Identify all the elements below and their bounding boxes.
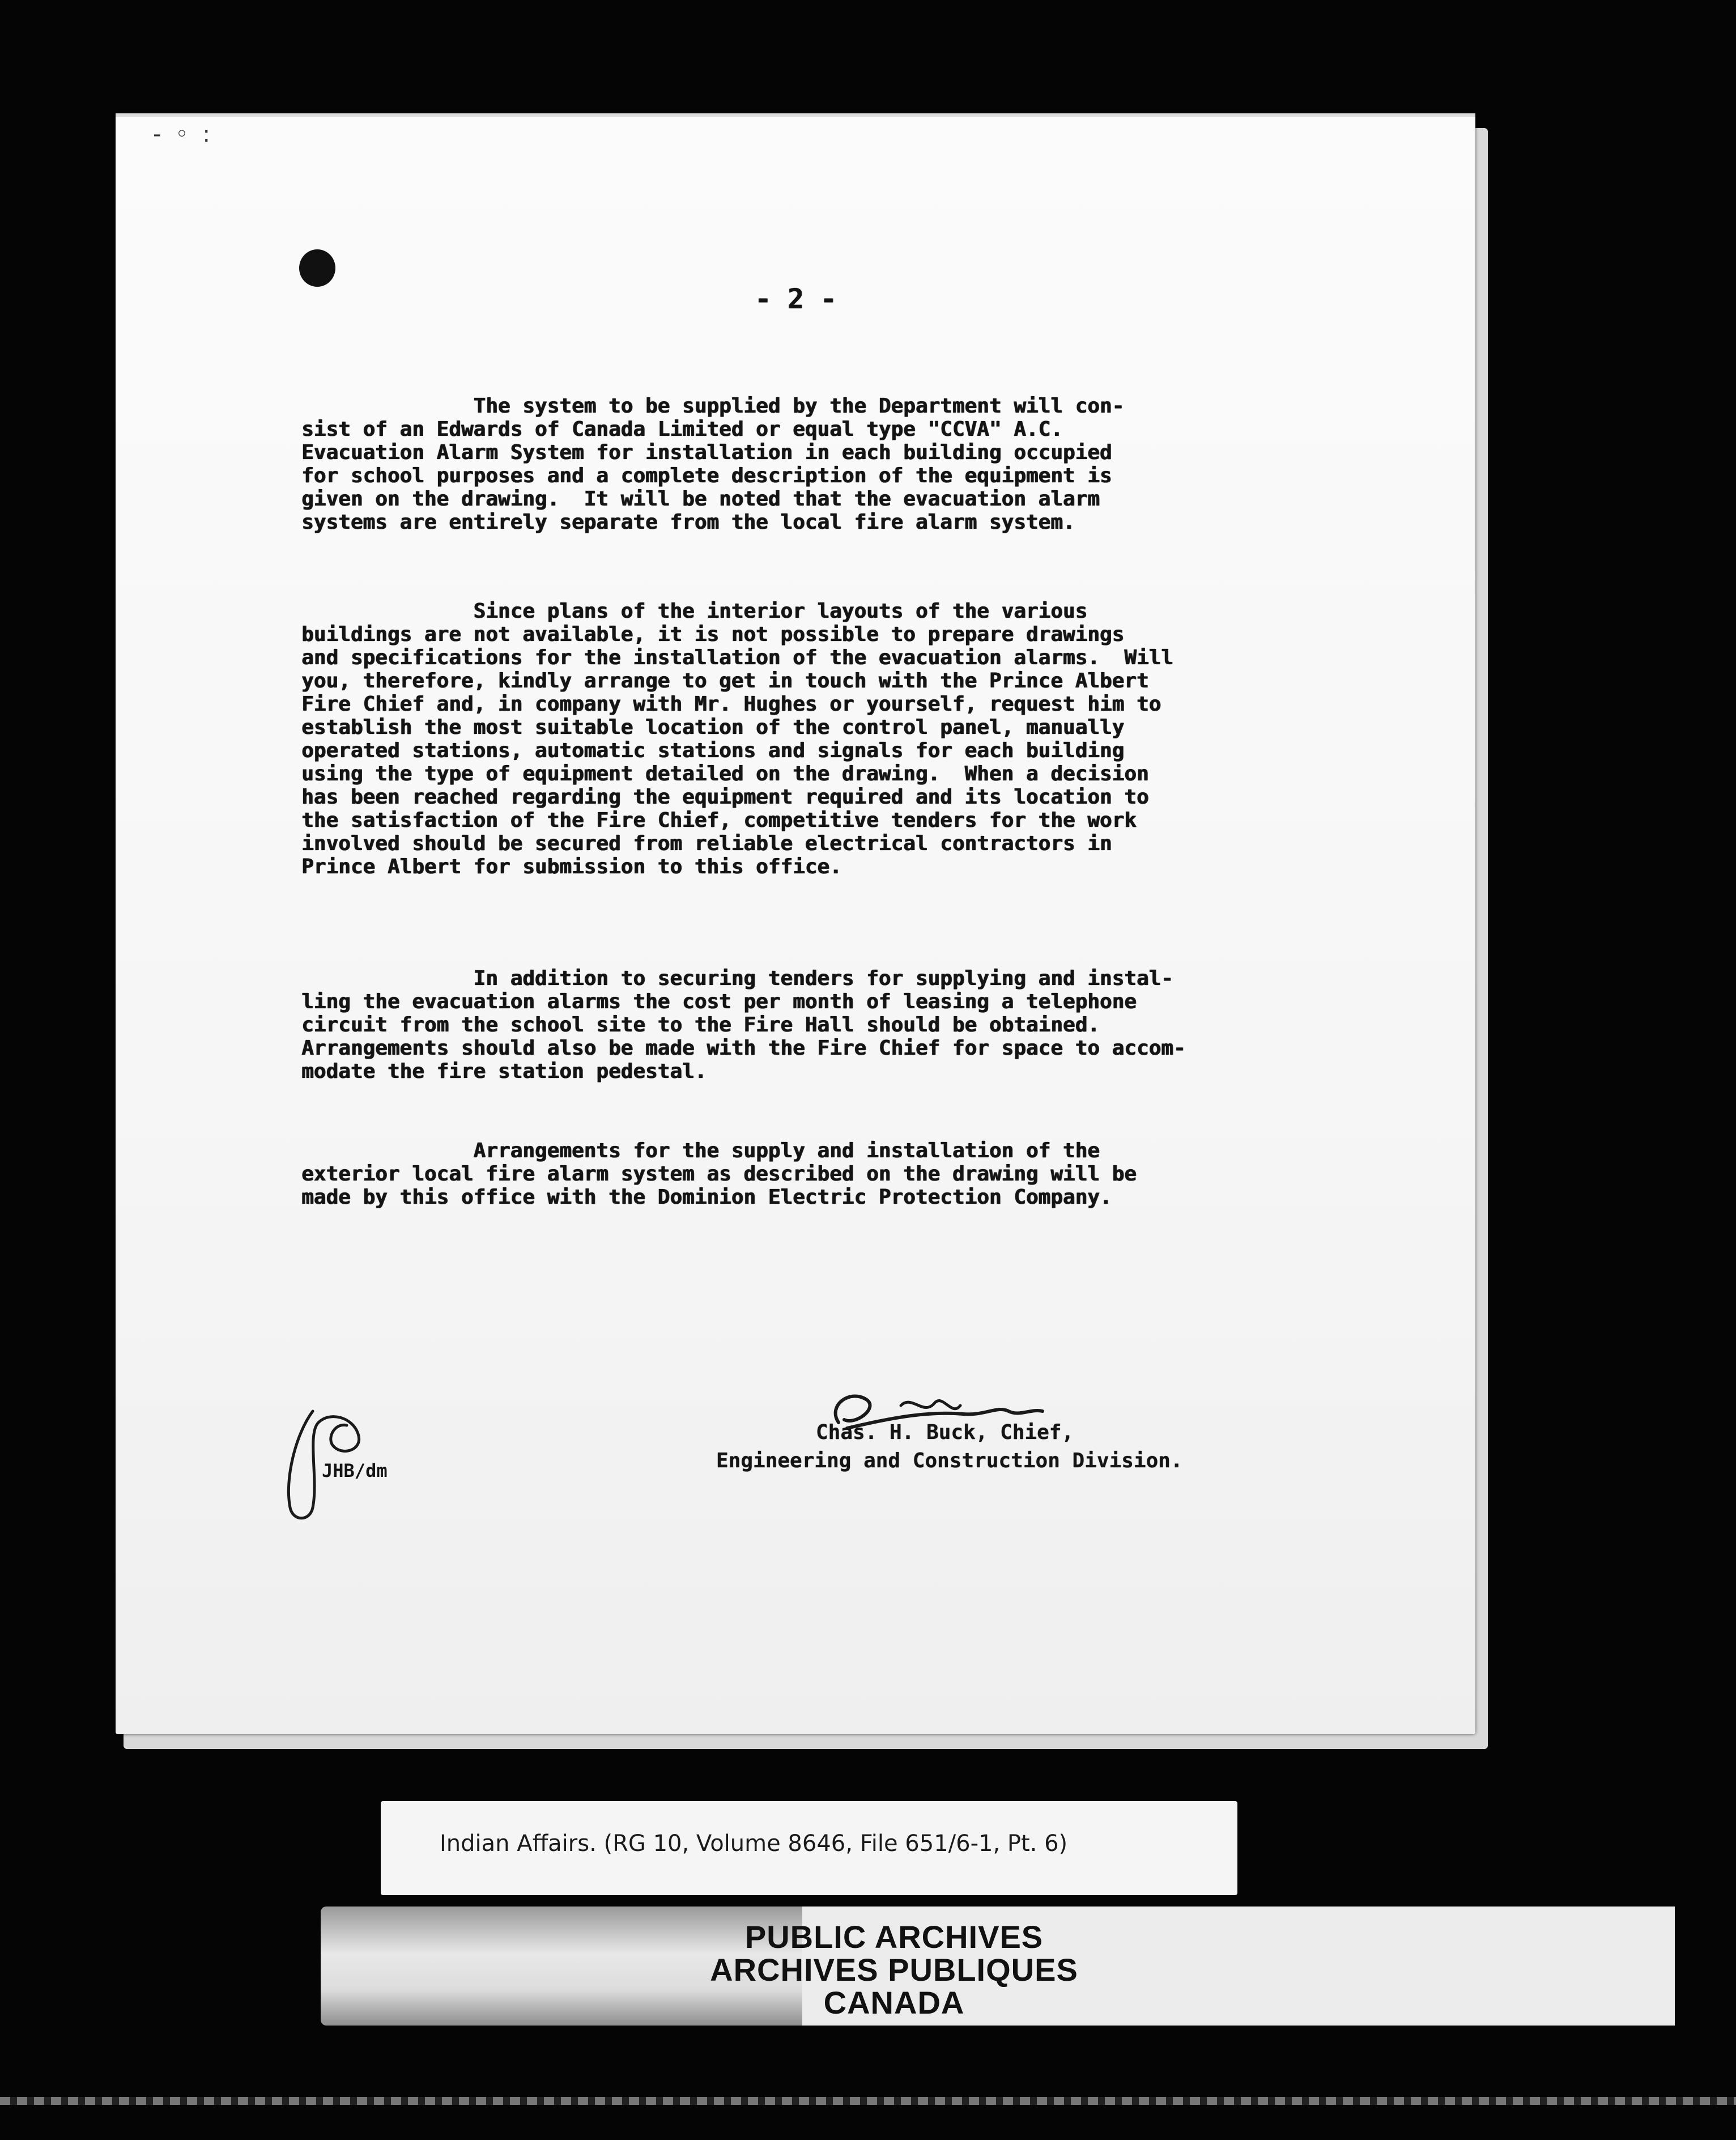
stamp-line-1: PUBLIC ARCHIVES (744, 1919, 1044, 1955)
paragraph-2: Since plans of the interior layouts of the various buildings are not available, it is not possible to prepare drawings and specifications for the installation of the evacuation alarms. Will you, therefore, kindly arrange to get in touch with the Prince Albert Fire Chief and, in company with Mr. Hughes or yourself, request him to establish the most suitable location of the control panel, manually operated stations, automatic stations and signals for each building using the type of equipment detailed on the drawing. When a decision has been reached regarding the equipment required and its location to the satisfaction of the Fire Chief, competitive tenders for the work involved should be secured from reliable electrical contractors in Prince Albert for submission to this office. (301, 600, 1173, 878)
corner-smudge: - ◦ : (153, 121, 214, 147)
archive-stamp (321, 1907, 1467, 2026)
typist-initials: JHB/dm (322, 1460, 388, 1481)
page-number: - 2 - (755, 283, 837, 315)
paragraph-1: The system to be supplied by the Department will con- sist of an Edwards of Canada Limited or equal type "CCVA" A.C. Evacuation Alarm System for installation in each building occupied for school purposes and a complete description of the equipment is given on the drawing. It will be noted that the evacuation alarm systems are entirely separate from the local fire alarm system. (301, 394, 1125, 534)
paragraph-4: Arrangements for the supply and installation of the exterior local fire alarm system as described on the drawing will be made by this office with the Dominion Electric Protection Company. (301, 1139, 1137, 1209)
stamp-line-2: ARCHIVES PUBLIQUES (710, 1952, 1078, 1988)
signatory-name: Chas. H. Buck, Chief, (816, 1421, 1074, 1444)
film-edge (0, 2097, 1736, 2105)
stamp-line-3: CANADA (823, 1985, 965, 2020)
signatory-title: Engineering and Construction Division. (716, 1449, 1183, 1472)
punch-hole (299, 249, 335, 287)
archive-reference: Indian Affairs. (RG 10, Volume 8646, File 651/6-1, Pt. 6) (440, 1831, 1068, 1857)
paragraph-3: In addition to securing tenders for supplying and instal- ling the evacuation alarms the cost per month of leasing a telephone circuit from the school site to the Fire Hall should be obtained. Arrangements should also be made with the Fire Chief for space to accom- modate the fire station pedestal. (301, 967, 1186, 1083)
archive-reference-card (381, 1801, 1237, 1895)
page-top-edge (116, 113, 1475, 117)
